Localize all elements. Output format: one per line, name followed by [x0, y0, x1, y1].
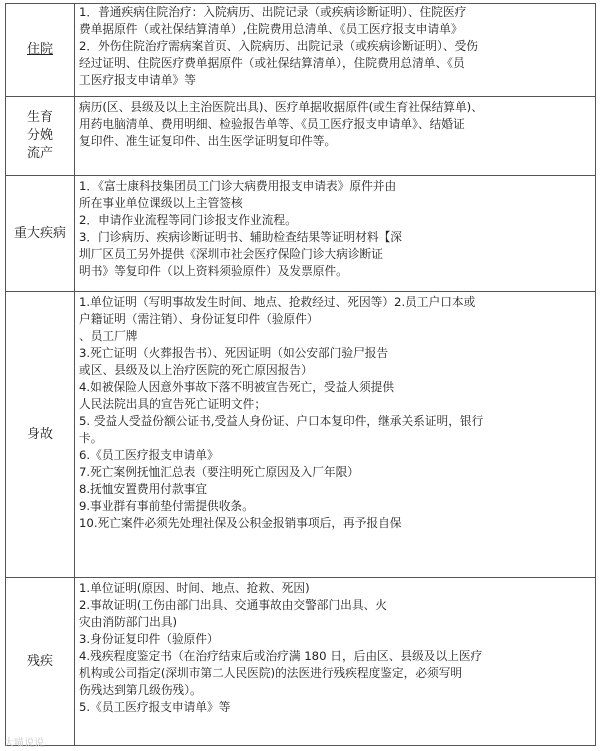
table-row [6, 176, 596, 292]
requirement-line: 人民法院出具的宣告死亡证明文件； [79, 397, 267, 411]
requirement-line: 2．外伤住院治疗需病案首页、入院病历、出院记录（或疾病诊断证明）、受伤 [79, 39, 478, 53]
requirements-cell [75, 292, 596, 578]
requirement-line: 所在事业单位课级以上主管签核 [79, 196, 243, 210]
requirement-line: 灾由消防部门出具) [79, 615, 178, 629]
requirement-line: 2.事故证明(工伤由部门出具、交通事故由交警部门出具、火 [79, 598, 387, 612]
requirement-line: 复印件、准生证复印件、出生医学证明复印件等。 [79, 134, 337, 148]
requirement-line: 7.死亡案例抚恤汇总表（要注明死亡原因及入厂年限） [79, 465, 359, 479]
requirements-cell [75, 4, 596, 97]
category-label: 残疾 [26, 653, 53, 669]
requirement-line: 5. 受益人受益份额公证书,受益人身份证、户口本复印件，继承关系证明，银行 [79, 414, 484, 428]
requirement-line: 经过证明、住院医疗费单据原件（或社保结算清单），住院费用总清单、《员 [79, 56, 465, 70]
requirement-line: 用药电脑清单、费用明细、检验报告单等、《员工医疗报支申请单》、结婚证 [79, 117, 465, 131]
requirement-line: 9.事业群有事前垫付需提供收条。 [79, 499, 254, 513]
requirement-line: 10.死亡案件必须先处理社保及公积金报销事项后，再予报自保 [79, 516, 402, 530]
requirements-cell [75, 578, 596, 746]
requirement-line: 1．普通疾病住院治疗：入院病历、出院记录（或疾病诊断证明）、住院医疗 [79, 5, 467, 19]
watermark: 大喵说说 [4, 738, 44, 749]
requirement-line: 1.单位证明(原因、时间、地点、抢救、死因) [79, 581, 310, 595]
requirement-line: 户籍证明（需注销）、身份证复印件（验原件） [79, 312, 319, 326]
table-row [6, 97, 596, 176]
requirement-line: 1．《富士康科技集团员工门诊大病费用报支申请表》原件并由 [79, 179, 397, 193]
table-row [6, 4, 596, 97]
requirement-line: 1.单位证明（写明事故发生时间、地点、抢救经过、死因等）2.员工户口本或 [79, 295, 476, 309]
requirement-line: 3.身份证复印件（验原件） [79, 632, 219, 646]
requirement-line: 6.《员工医疗报支申请单》 [79, 448, 219, 462]
requirement-line: 4.如被保险人因意外事故下落不明被宣告死亡，受益人须提供 [79, 380, 395, 394]
requirement-line: 机构或公司指定(深圳市第二人民医院)的法医进行残疾程度鉴定，必须写明 [79, 666, 463, 680]
category-label: 重大疾病 [13, 225, 66, 241]
category-cell [6, 176, 75, 292]
category-label: 身故 [26, 426, 53, 442]
requirements-cell [75, 176, 596, 292]
requirement-line: 或区、县级及以上治疗医院的死亡原因报告） [79, 363, 313, 377]
requirement-line: 圳厂区员工另外提供《深圳市社会医疗保险门诊大病诊断证 [79, 247, 383, 261]
requirement-line: 费单据原件（或社保结算清单）,住院费用总清单、《员工医疗报支申请单》 [79, 22, 463, 36]
requirements-cell [75, 97, 596, 176]
requirement-line: 4.残疾程度鉴定书（在治疗结束后或治疗满 180 日，后由区、县级及以上医疗 [79, 649, 483, 663]
requirement-line: 3.死亡证明（火葬报告书）、死因证明（如公安部门验尸报告 [79, 346, 389, 360]
requirement-line: 3．门诊病历、疾病诊断证明书、辅助检查结果等证明材料【深 [79, 230, 402, 244]
category-label: 生育 分娩 流产 [26, 110, 53, 161]
requirement-line: 、员工厂牌 [79, 329, 138, 343]
requirement-line: 8.抚恤安置费用付款事宜 [79, 482, 208, 496]
requirement-line: 2．申请作业流程等同门诊报支作业流程。 [79, 213, 297, 227]
claims-documents-table [5, 3, 596, 746]
requirement-line: 病历(区、县级及以上主治医院出具)、医疗单据收据原件(或生育社保结算单)、 [79, 100, 483, 114]
requirement-line: 明书》等复印件（以上资料须验原件）及发票原件。 [79, 264, 348, 278]
requirement-line: 卡。 [79, 431, 103, 445]
table-row [6, 578, 596, 746]
requirement-line: 5.《员工医疗报支申请单》等 [79, 700, 231, 714]
category-label: 住院 [26, 42, 53, 57]
requirement-line: 工医疗报支申请单》等 [79, 73, 196, 87]
category-cell [6, 292, 75, 578]
requirement-line: 伤残达到第几级伤残）。 [79, 683, 202, 697]
table-row [6, 292, 596, 578]
category-cell [6, 578, 75, 746]
category-cell [6, 97, 75, 176]
category-cell [6, 4, 75, 97]
